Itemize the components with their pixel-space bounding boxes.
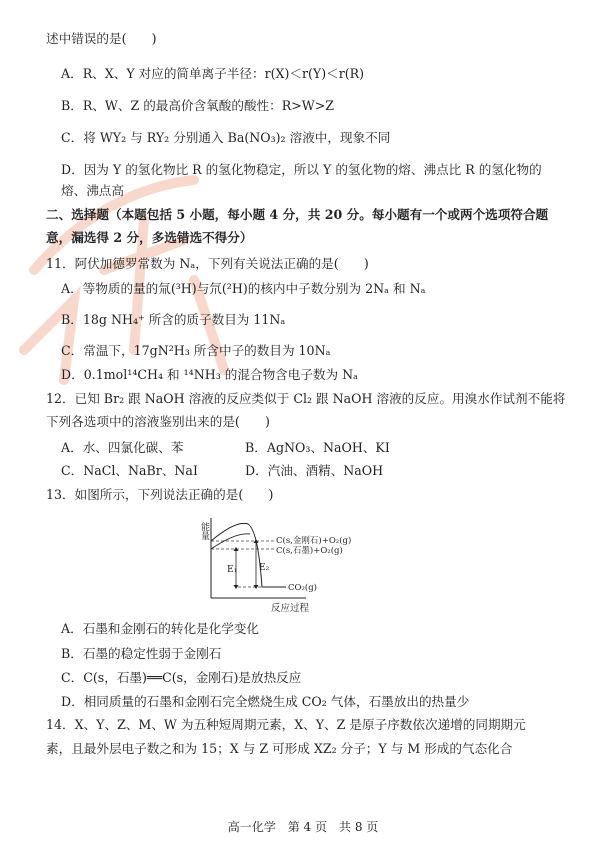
diagram-e1: E₁ [227, 565, 238, 575]
page-footer: 高一化学 第 4 页 共 8 页 [227, 820, 379, 834]
q11-option-c: C．常温下，17gN²H₃ 所含中子的数目为 10Nₐ [61, 343, 331, 358]
section2-heading-line1: 二、选择题（本题包括 5 小题，每小题 4 分，共 20 分。每小题有一个或两个选项符合题 [46, 207, 549, 222]
q14-stem-line1: 14．X、Y、Z、M、W 为五种短周期元素，X、Y、Z 是原子序数依次递增的同期期元 [46, 717, 526, 732]
q10-option-b: B．R、W、Z 的最高价含氧酸的酸性：R>W>Z [61, 98, 335, 113]
q10-option-d-line2: 熔、沸点高 [61, 183, 124, 198]
q11-option-b: B．18g NH₄⁺ 所含的质子数目为 11Nₐ [61, 312, 286, 327]
diagram-e2: E₂ [259, 563, 270, 573]
q12-stem-line1: 12．已知 Br₂ 跟 NaOH 溶液的反应类似于 Cl₂ 跟 NaOH 溶液的反应。用溴水作试剂不能将 [46, 391, 566, 406]
level-graphite-label: C(s,石墨)+O₂(g) [276, 546, 343, 556]
q13-option-b: B．石墨的稳定性弱于金刚石 [61, 646, 222, 661]
q13-stem: 13．如图所示，下列说法正确的是( ) [46, 487, 274, 502]
q13-option-a: A．石墨和金刚石的转化是化学变化 [61, 621, 260, 636]
section2-heading-line2: 意，漏选得 2 分，多选错选不得分） [46, 230, 253, 245]
diagram-ylabel: 能量 [199, 522, 209, 540]
q10-tail: 述中错误的是( ) [46, 31, 157, 46]
q12-option-b: B．AgNO₃、NaOH、KI [245, 440, 390, 455]
diagram-xlabel: 反应过程 [271, 603, 310, 614]
q12-stem-line2: 下列各选项中的溶液鉴别出来的是( ) [46, 414, 270, 429]
q11-stem: 11．阿伏加德罗常数为 Nₐ，下列有关说法正确的是( ) [46, 256, 369, 271]
q11-option-a: A．等物质的量的氚(³H)与氘(²H)的核内中子数分别为 2Nₐ 和 Nₐ [61, 281, 426, 296]
q13-option-c: C．C(s，石墨)══C(s，金刚石)是放热反应 [61, 670, 302, 685]
q12-option-d: D．汽油、酒精、NaOH [245, 463, 384, 478]
q10-option-c: C．将 WY₂ 与 RY₂ 分别通入 Ba(NO₃)₂ 溶液中，现象不同 [61, 130, 391, 145]
energy-diagram [196, 510, 376, 615]
level-diamond-label: C(s,金刚石)+O₂(g) [276, 536, 352, 546]
q11-option-d: D．0.1mol¹⁴CH₄ 和 ¹⁴NH₃ 的混合物含电子数为 Nₐ [61, 367, 359, 382]
q14-stem-line2: 素，且最外层电子数之和为 15；X 与 Z 可形成 XZ₂ 分子；Y 与 M 形成的气态化合 [46, 741, 513, 756]
q12-option-c: C．NaCl、NaBr、NaI [61, 463, 198, 478]
q13-option-d: D．相同质量的石墨和金刚石完全燃烧生成 CO₂ 气体，石墨放出的热量少 [61, 694, 470, 709]
q10-option-a: A．R、X、Y 对应的简单离子半径：r(X)＜r(Y)＜r(R) [61, 66, 365, 81]
level-co2-label: CO₂(g) [288, 583, 317, 593]
q10-option-d-line1: D．因为 Y 的氢化物比 R 的氢化物稳定，所以 Y 的氢化物的熔、沸点比 R 的氢化物的 [61, 162, 542, 177]
q12-option-a: A．水、四氯化碳、苯 [61, 440, 184, 455]
